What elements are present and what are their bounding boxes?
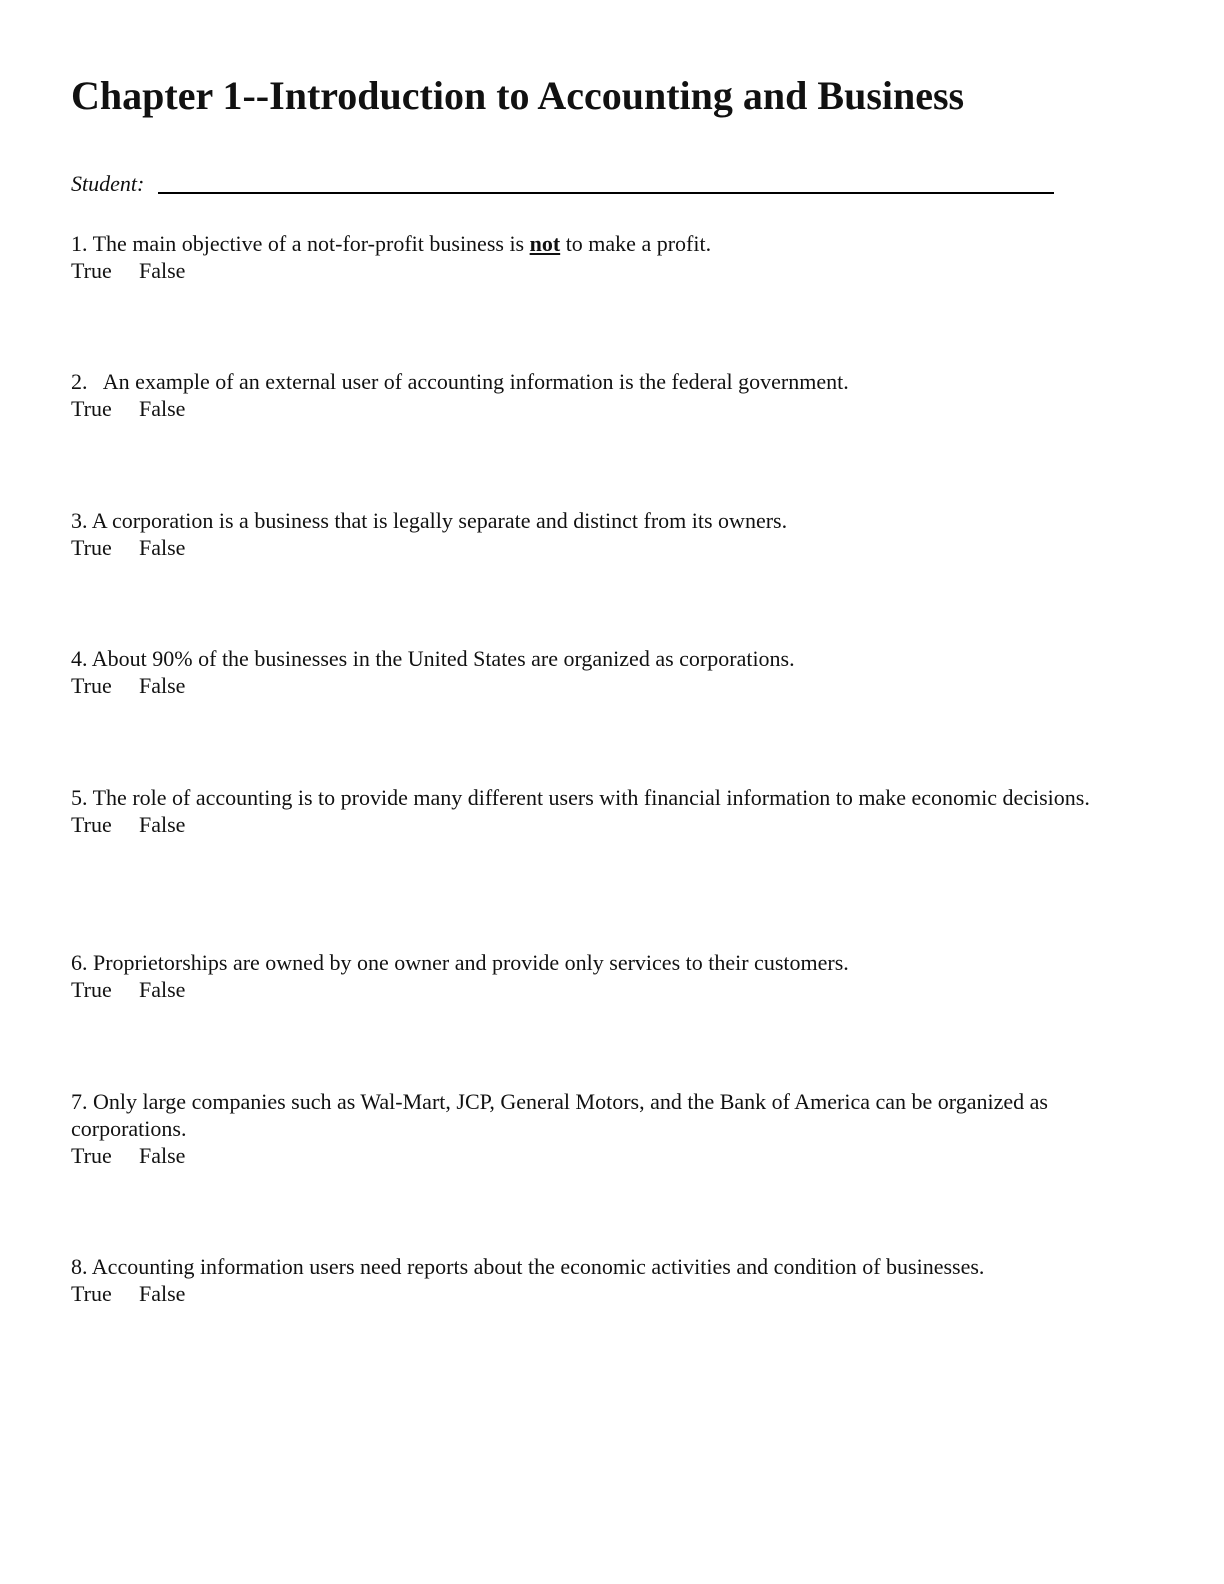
option-false[interactable]: False bbox=[139, 1143, 186, 1168]
question-body: Proprietorships are owned by one owner and provide only services to their customers. bbox=[93, 950, 849, 975]
question-body: Accounting information users need reports about the economic activities and condition of businesses. bbox=[91, 1254, 985, 1279]
answer-options bbox=[71, 672, 1161, 699]
option-false[interactable]: False bbox=[139, 977, 186, 1002]
question-5 bbox=[71, 784, 1161, 838]
option-false[interactable]: False bbox=[139, 535, 186, 560]
option-true[interactable]: True bbox=[71, 1143, 112, 1168]
option-false[interactable]: False bbox=[139, 673, 186, 698]
student-label: Student: bbox=[71, 171, 145, 196]
answer-options bbox=[71, 1142, 1161, 1169]
question-text bbox=[71, 230, 1161, 257]
option-true[interactable]: True bbox=[71, 1281, 112, 1306]
question-text-after: to make a profit. bbox=[560, 231, 712, 256]
question-text bbox=[71, 645, 1161, 672]
question-text bbox=[71, 1088, 1161, 1142]
question-6 bbox=[71, 949, 1161, 1003]
option-true[interactable]: True bbox=[71, 258, 112, 283]
option-false[interactable]: False bbox=[139, 396, 186, 421]
option-true[interactable]: True bbox=[71, 977, 112, 1002]
question-7 bbox=[71, 1088, 1161, 1169]
answer-options bbox=[71, 976, 1161, 1003]
question-text bbox=[71, 368, 1161, 395]
question-text-before: The main objective of a not-for-profit business is bbox=[92, 231, 530, 256]
option-true[interactable]: True bbox=[71, 673, 112, 698]
page-title: Chapter 1--Introduction to Accounting and Business bbox=[71, 73, 965, 118]
question-body: About 90% of the businesses in the United States are organized as corporations. bbox=[91, 646, 795, 671]
question-number: 5. bbox=[71, 785, 88, 810]
question-number: 1. bbox=[71, 231, 88, 256]
question-number: 2. bbox=[71, 369, 88, 394]
question-text bbox=[71, 1253, 1161, 1280]
option-true[interactable]: True bbox=[71, 812, 112, 837]
question-3 bbox=[71, 507, 1161, 561]
answer-options bbox=[71, 257, 1161, 284]
answer-options bbox=[71, 534, 1161, 561]
question-number: 3. bbox=[71, 508, 88, 533]
question-body: A corporation is a business that is legally separate and distinct from its owners. bbox=[91, 508, 788, 533]
question-body: Only large companies such as Wal-Mart, JCP, General Motors, and the Bank of America can be organized as corporations. bbox=[71, 1089, 1048, 1141]
question-8 bbox=[71, 1253, 1161, 1307]
question-text bbox=[71, 949, 1161, 976]
question-number: 7. bbox=[71, 1089, 88, 1114]
question-text bbox=[71, 507, 1161, 534]
student-name-line[interactable] bbox=[158, 192, 1054, 194]
question-2 bbox=[71, 368, 1161, 422]
question-body: The role of accounting is to provide many different users with financial information to make economic decisions. bbox=[92, 785, 1090, 810]
question-1 bbox=[71, 230, 1161, 284]
option-false[interactable]: False bbox=[139, 1281, 186, 1306]
question-text bbox=[71, 784, 1161, 811]
question-number: 4. bbox=[71, 646, 88, 671]
question-number: 8. bbox=[71, 1254, 88, 1279]
answer-options bbox=[71, 811, 1161, 838]
answer-options bbox=[71, 395, 1161, 422]
option-false[interactable]: False bbox=[139, 258, 186, 283]
option-true[interactable]: True bbox=[71, 396, 112, 421]
option-false[interactable]: False bbox=[139, 812, 186, 837]
answer-options bbox=[71, 1280, 1161, 1307]
option-true[interactable]: True bbox=[71, 535, 112, 560]
question-emphasis: not bbox=[529, 231, 561, 256]
question-4 bbox=[71, 645, 1161, 699]
question-number: 6. bbox=[71, 950, 88, 975]
question-body: An example of an external user of accounting information is the federal government. bbox=[102, 369, 849, 394]
